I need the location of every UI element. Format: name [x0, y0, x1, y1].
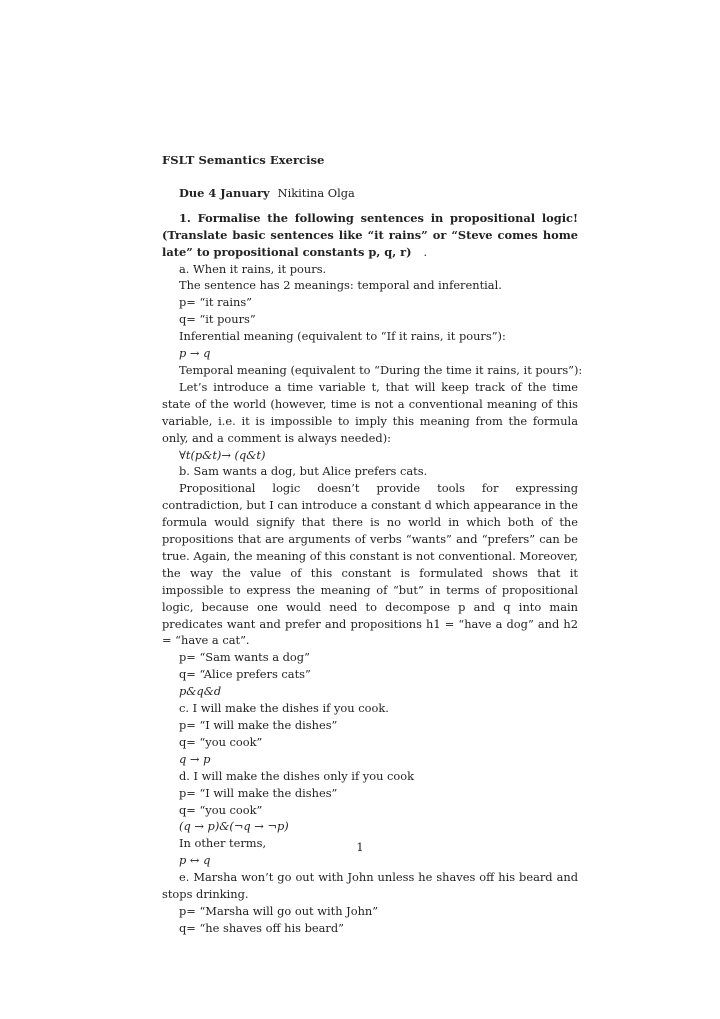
e-q-definition: q= “he shaves off his beard” — [179, 920, 344, 935]
formula-text: ∀t(p&t)→ (q&t) — [179, 447, 266, 462]
sentence-e: e. Marsha won’t go out with John unless he shaves off his beard and stops drinking. — [162, 870, 578, 902]
a-inferential-formula — [162, 345, 578, 362]
a-inferential-meaning: Inferential meaning (equivalent to “If it rains, it pours”): — [179, 329, 506, 344]
a-meanings: The sentence has 2 meanings: temporal and inferential. — [179, 278, 502, 293]
document-body — [162, 152, 583, 937]
a-temporal-formula — [162, 447, 578, 464]
d-q-definition: q= “you cook” — [179, 802, 263, 817]
question-1 — [162, 210, 578, 261]
sentence-a: a. When it rains, it pours. — [179, 261, 327, 276]
d-formula-2 — [162, 852, 578, 869]
sentence-b: b. Sam wants a dog, but Alice prefers cats. — [179, 464, 428, 479]
c-q-definition: q= “you cook” — [179, 734, 263, 749]
b-contradiction-paragraph: Propositional logic doesn’t provide tools for expressing contradiction, but I can introduce a constant d which appearance in the formula would signify that there is no world in which both of the propositions that are arguments of verbs “wants” and “prefers” can be true. Again, the meaning of this constant is not conventional. Moreover, the way the value of this constant is formulated shows that it impossible to express the meaning of “but” in terms of propositional logic, because one would need to decompose p and q into main predicates want and prefer and propositions h1 = “have a dog” and h2 = “have a cat”. — [162, 481, 578, 648]
sentence-c: c. I will make the dishes if you cook. — [179, 701, 389, 716]
formula-text: p ↔ q — [179, 853, 211, 868]
sentence-d: d. I will make the dishes only if you cook — [179, 768, 415, 783]
e-p-definition: p= “Marsha will go out with John” — [179, 903, 379, 918]
a-q-definition: q= “it pours” — [179, 312, 256, 327]
formula-text: q → p — [179, 751, 211, 766]
c-formula — [162, 751, 578, 768]
d-p-definition: p= “I will make the dishes” — [179, 785, 338, 800]
page-number: 1 — [356, 840, 364, 854]
formula-text: p&q&d — [179, 684, 222, 699]
question-1-tail: . — [423, 244, 428, 259]
d-formula — [162, 818, 578, 835]
a-time-variable-paragraph: Let’s introduce a time variable t, that will keep track of the time state of the world (however, time is not a conventional meaning of this variable, i.e. it is impossible to imply this meaning from the formula only, and a comment is always needed): — [162, 379, 578, 445]
question-1-text: 1. Formalise the following sentences in propositional logic! (Translate basic sentences like “it rains” or “Steve comes home late” to propositional constants p, q, r) — [162, 210, 578, 259]
formula-text: (q → p)&(¬q → ¬p) — [179, 819, 289, 834]
d-other-terms: In other terms, — [179, 836, 267, 851]
b-formula — [162, 683, 578, 700]
document-title: FSLT Semantics Exercise — [162, 153, 325, 167]
due-date: Due 4 January — [179, 185, 270, 200]
c-p-definition: p= “I will make the dishes” — [179, 718, 338, 732]
a-p-definition: p= “it rains” — [179, 295, 253, 310]
formula-text: p → q — [179, 346, 211, 361]
due-line — [162, 185, 578, 202]
a-temporal-meaning: Temporal meaning (equivalent to “During the time it rains, it pours”): — [179, 362, 583, 377]
b-p-definition: p= “Sam wants a dog” — [179, 650, 310, 665]
b-q-definition: q= “Alice prefers cats” — [179, 667, 311, 682]
author-name: Nikitina Olga — [277, 185, 355, 200]
